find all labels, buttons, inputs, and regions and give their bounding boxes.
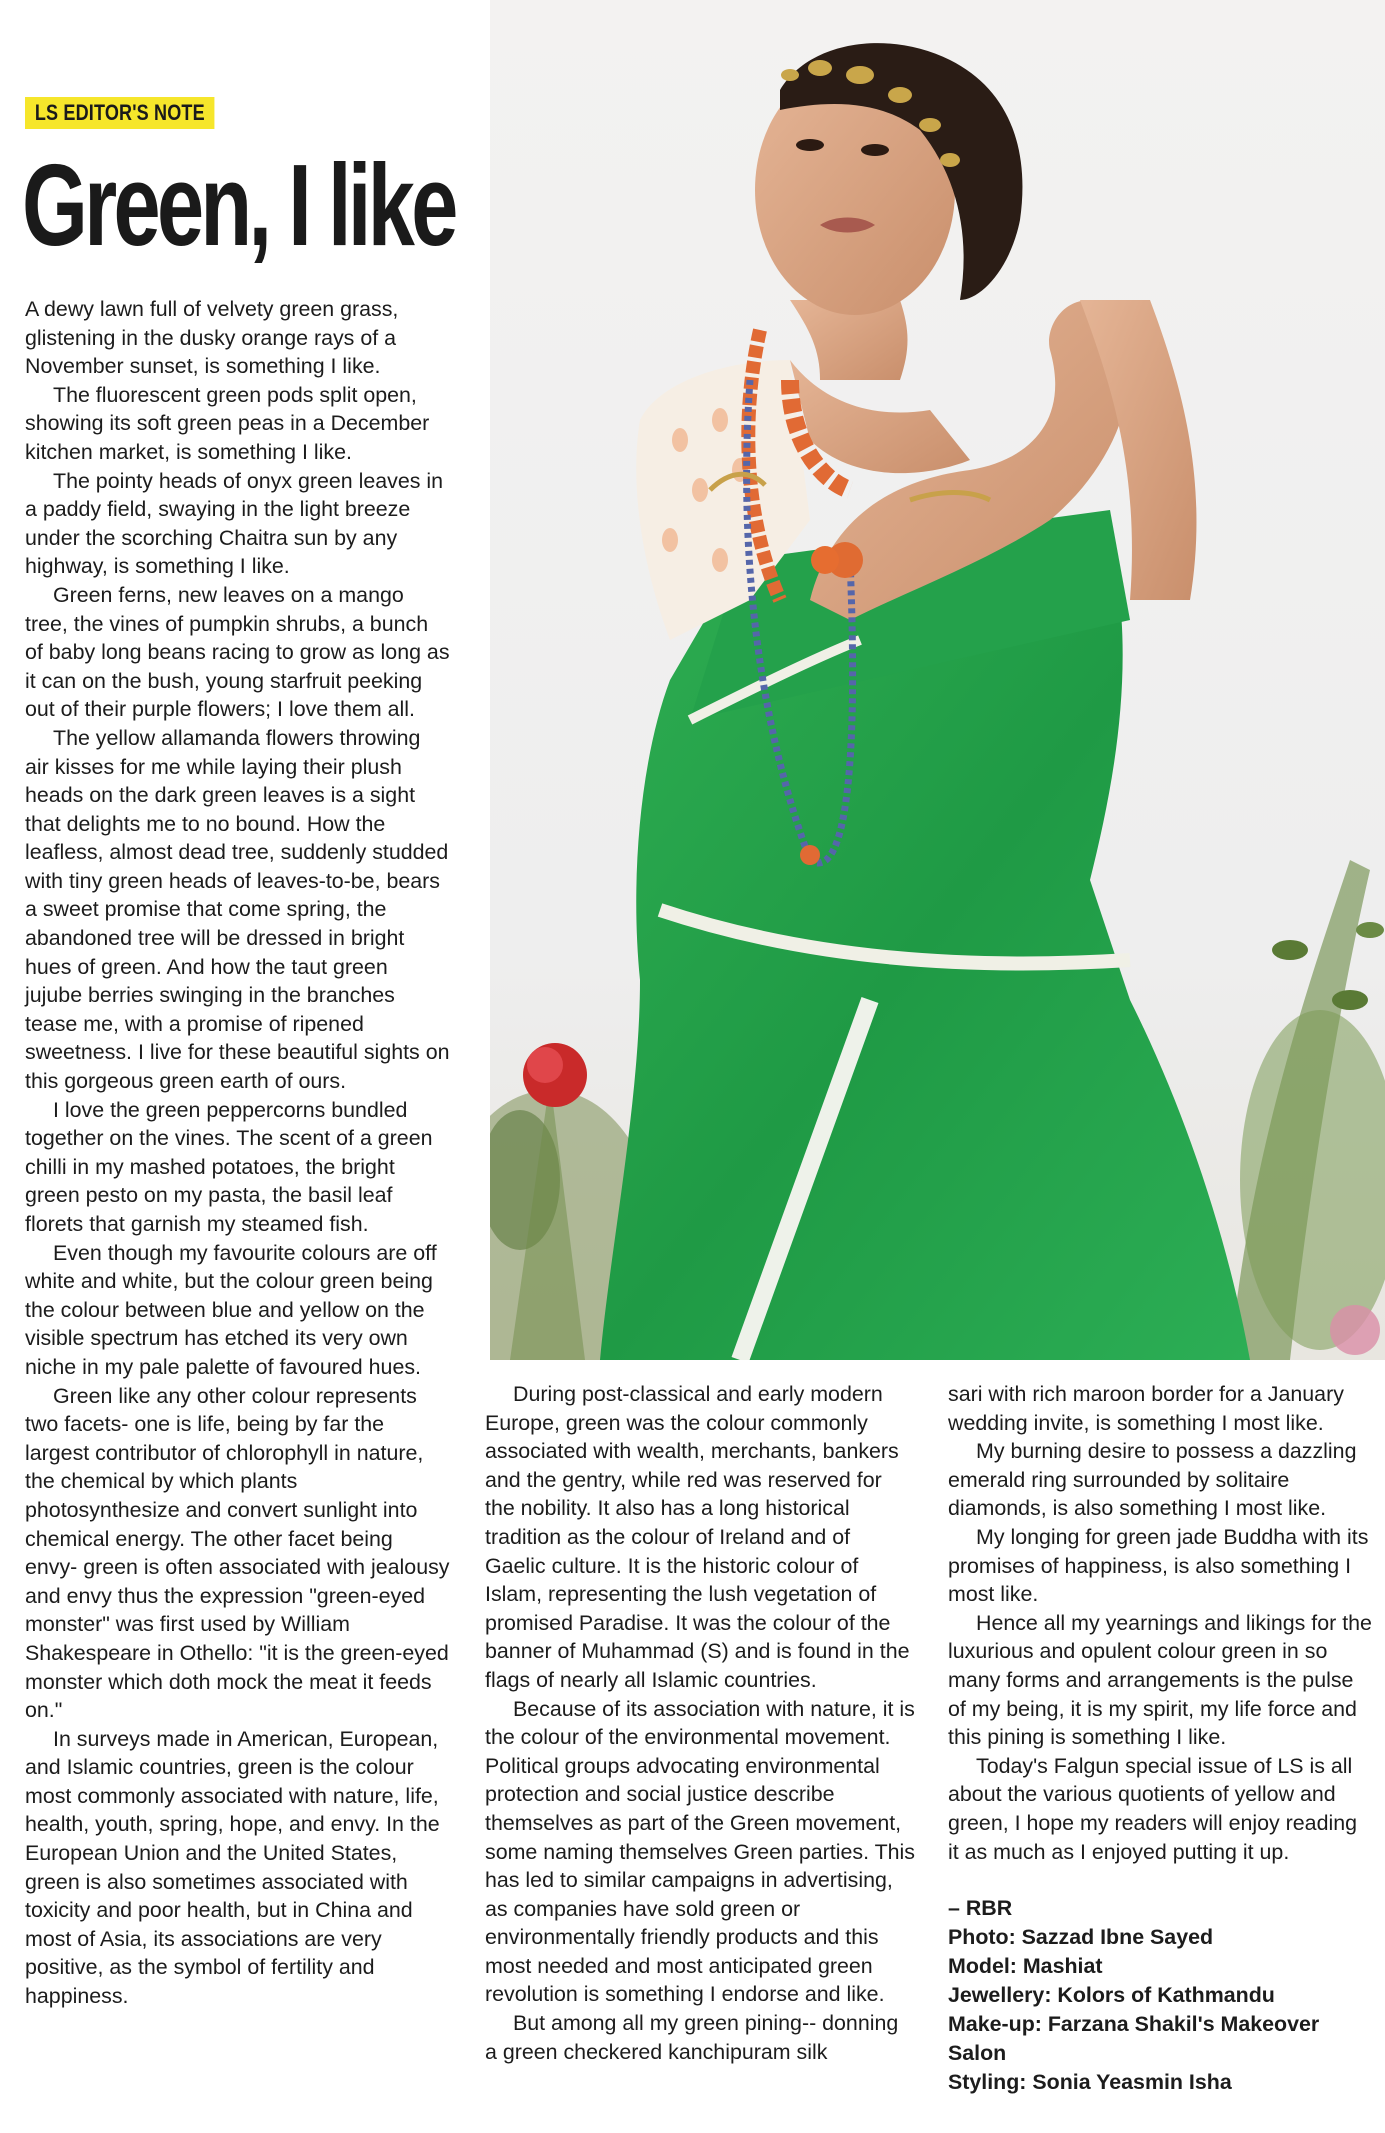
paragraph: Green like any other colour represents two facets- one is life, being by far the largest contributor of chlorophyll in nature, the chemical by which plants photosynthesize and convert sunlight into chemical energy. The other facet being envy- green is often associated with jealousy and envy thus the expression "green-eyed monster" was first used by William Shakespeare in Othello: "it is the green-eyed monster which doth mock the meat it feeds on." bbox=[25, 1383, 450, 1723]
paragraph: My burning desire to possess a dazzling emerald ring surrounded by solitaire diamonds, is also something I most like. bbox=[948, 1439, 1357, 1521]
paragraph: Green ferns, new leaves on a mango tree, the vines of pumpkin shrubs, a bunch of baby long beans racing to grow as long as it can on the bush, young starfruit peeking out of their purple flowers; I love them all. bbox=[25, 582, 450, 722]
paragraph: In surveys made in American, European, and Islamic countries, green is the colour most commonly associated with nature, life, health, youth, spring, hope, and envy. In the European Union and the United States, green is also sometimes associated with toxicity and poor health, but in China and most of Asia, its associations are very positive, as the symbol of fertility and happiness. bbox=[25, 1726, 440, 2009]
section-tag: LS EDITOR'S NOTE bbox=[25, 97, 215, 129]
paragraph: The pointy heads of onyx green leaves in a paddy field, swaying in the light breeze under the scorching Chaitra sun by any highway, is something I like. bbox=[25, 468, 444, 579]
credit-model: Model: Mashiat bbox=[948, 1954, 1103, 1979]
paragraph: During post-classical and early modern Europe, green was the colour commonly associated with wealth, merchants, bankers and the gentry, while red was reserved for the nobility. It also has a long historical tradition as the colour of Ireland and of Gaelic culture. It is the historic colour of Islam, representing the lush vegetation of promised Paradise. It was the colour of the banner of Muhammad (S) and is found in the flags of nearly all Islamic countries. bbox=[485, 1382, 910, 1692]
article-column-2 bbox=[485, 1380, 915, 2066]
headline: Green, I like bbox=[22, 140, 455, 270]
paragraph: But among all my green pining-- donning a green checkered kanchipuram silk bbox=[485, 2011, 899, 2064]
credits bbox=[948, 1894, 1373, 2097]
author-signoff: – RBR bbox=[948, 1896, 1013, 1921]
article-column-3 bbox=[948, 1380, 1373, 2097]
paragraph: My longing for green jade Buddha with its promises of happiness, is also something I most like. bbox=[948, 1524, 1369, 1607]
feature-photo bbox=[490, 0, 1385, 1360]
paragraph: I love the green peppercorns bundled together on the vines. The scent of a green chilli in my mashed potatoes, the bright green pesto on my pasta, the basil leaf florets that garnish my steamed fish. bbox=[25, 1097, 433, 1236]
article-column-1 bbox=[25, 295, 450, 2011]
paragraph: sari with rich maroon border for a January wedding invite, is something I most like. bbox=[948, 1382, 1344, 1435]
paragraph: A dewy lawn full of velvety green grass, glistening in the dusky orange rays of a November sunset, is something I like. bbox=[25, 297, 399, 379]
credit-makeup: Make-up: Farzana Shakil's Makeover Salon bbox=[948, 2012, 1320, 2066]
credit-styling: Styling: Sonia Yeasmin Isha bbox=[948, 2070, 1232, 2095]
paragraph: Hence all my yearnings and likings for the luxurious and opulent colour green in so many forms and arrangements is the pulse of my being, it is my spirit, my life force and this pining is something I like. bbox=[948, 1610, 1372, 1750]
paragraph: The yellow allamanda flowers throwing air kisses for me while laying their plush heads on the dark green leaves is a sight that delights me to no bound. How the leafless, almost dead tree, suddenly studded with tiny green heads of leaves-to-be, bears a sweet promise that come spring, the abandoned tree will be dressed in bright hues of green. And how the taut green jujube berries swinging in the branches tease me, with a promise of ripened sweetness. I live for these beautiful sights on this gorgeous green earth of ours. bbox=[25, 725, 450, 1094]
credit-photo: Photo: Sazzad Ibne Sayed bbox=[948, 1925, 1214, 1950]
credit-jewellery: Jewellery: Kolors of Kathmandu bbox=[948, 1983, 1275, 2008]
paragraph: Even though my favourite colours are off white and white, but the colour green being the colour between blue and yellow on the visible spectrum has etched its very own niche in my pale palette of favoured hues. bbox=[25, 1240, 437, 1379]
paragraph: The fluorescent green pods split open, showing its soft green peas in a December kitchen market, is something I like. bbox=[25, 382, 430, 464]
paragraph: Today's Falgun special issue of LS is all about the various quotients of yellow and green, I hope my readers will enjoy reading it as much as I enjoyed putting it up. bbox=[948, 1753, 1358, 1864]
paragraph: Because of its association with nature, it is the colour of the environmental movement. Political groups advocating environmental protection and social justice describe themselves as part of the Green movement, some naming themselves Green parties. This has led to similar campaigns in advertising, as companies have sold green or environmentally friendly products and this most needed and most anticipated green revolution is something I endorse and like. bbox=[485, 1696, 915, 2007]
